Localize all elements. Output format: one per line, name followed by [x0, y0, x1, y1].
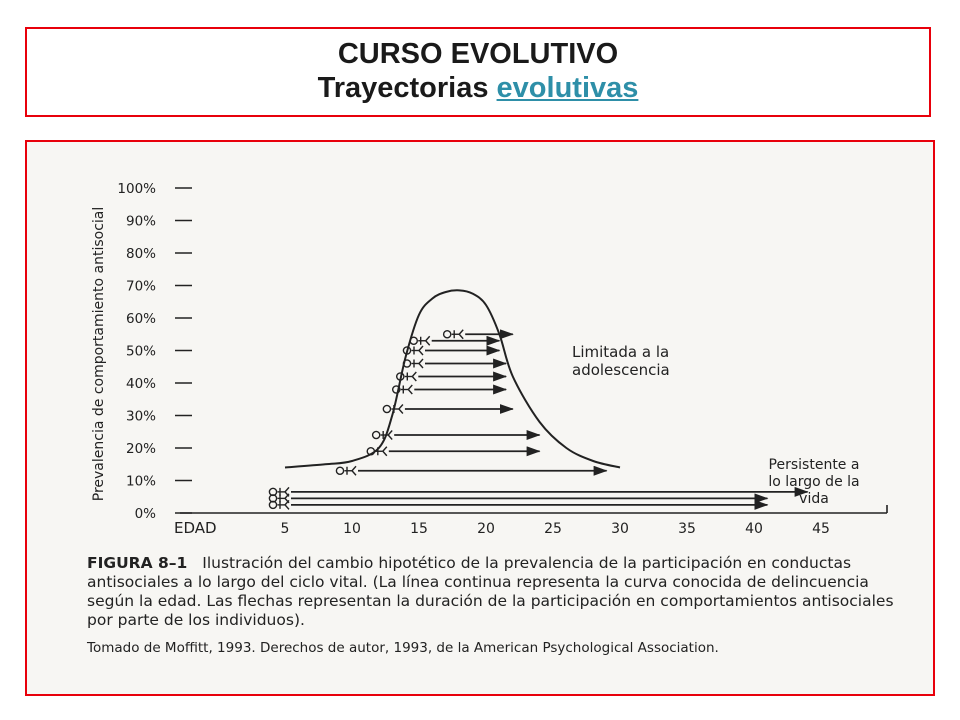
- label-limited-line-2: adolescencia: [572, 361, 670, 379]
- caption-main: [87, 554, 897, 630]
- person-leg: [459, 330, 463, 335]
- person-leg: [352, 466, 356, 471]
- person-head: [383, 405, 390, 412]
- person-leg: [352, 471, 356, 476]
- x-tick-label: 20: [477, 521, 495, 537]
- person-leg: [426, 336, 430, 341]
- age-crime-curve: [285, 290, 620, 467]
- person-icon: [269, 500, 289, 509]
- y-tick-label: 80%: [125, 246, 156, 262]
- figure-caption: [87, 554, 897, 656]
- figure-label: FIGURA 8–1: [87, 554, 188, 572]
- x-tick-label: 15: [410, 521, 428, 537]
- person-head: [336, 467, 343, 474]
- person-leg: [383, 447, 387, 452]
- person-head: [410, 337, 417, 344]
- y-tick-label: 10%: [125, 473, 156, 490]
- caption-text: Ilustración del cambio hipotético de la prevalencia de la participación en conductas antisociales a lo largo del ciclo vital. (La línea continua representa la curva conocida de delincuencia según la edad. Las flechas representan la duración de la participación en comportamientos antisociales por parte de los individuos).: [87, 554, 894, 629]
- person-icon: [397, 372, 417, 381]
- subtitle-link[interactable]: evolutivas: [496, 72, 639, 104]
- x-tick-label: 35: [678, 521, 696, 537]
- slide-subtitle: [27, 71, 929, 105]
- y-tick-label: 100%: [117, 181, 156, 197]
- person-icon: [367, 447, 387, 456]
- x-tick-label: 5: [280, 521, 290, 537]
- y-tick-label: 90%: [125, 213, 156, 230]
- person-leg: [419, 364, 423, 369]
- y-tick-label: 70%: [125, 278, 156, 295]
- y-axis-label: Prevalencia de comportamiento antisocial: [91, 206, 107, 502]
- person-leg: [408, 390, 412, 395]
- figure-panel: [25, 140, 935, 696]
- y-tick-label: 0%: [134, 506, 156, 522]
- person-icon: [336, 466, 356, 475]
- person-leg: [459, 334, 463, 339]
- person-leg: [399, 405, 403, 410]
- person-leg: [412, 377, 416, 382]
- y-tick-label: 60%: [125, 311, 156, 327]
- figure-chart: [27, 142, 933, 552]
- label-persistent-line-2: lo largo de la: [768, 474, 860, 490]
- person-icon: [373, 431, 393, 440]
- label-limited-line-1: Limitada a la: [572, 343, 670, 361]
- person-leg: [419, 351, 423, 356]
- person-icon: [444, 330, 464, 339]
- person-leg: [285, 505, 289, 510]
- x-tick-label: 25: [544, 521, 562, 537]
- label-persistent-line-3: vida: [799, 491, 829, 507]
- x-axis-label: EDAD: [174, 519, 217, 537]
- label-life-persistent: [768, 457, 859, 507]
- person-head: [444, 331, 451, 338]
- x-tick-label: 45: [812, 521, 830, 537]
- x-tick-label: 40: [745, 521, 763, 537]
- person-icon: [393, 385, 413, 394]
- person-leg: [419, 346, 423, 351]
- x-tick-label: 30: [611, 521, 629, 537]
- person-leg: [383, 451, 387, 456]
- person-leg: [426, 341, 430, 346]
- person-leg: [388, 435, 392, 440]
- person-head: [373, 431, 380, 438]
- label-limited-adolescence: [572, 343, 670, 379]
- person-leg: [388, 431, 392, 436]
- label-persistent-line-1: Persistente a: [768, 457, 860, 473]
- x-tick-label: 10: [343, 521, 361, 537]
- y-tick-label: 40%: [125, 376, 156, 392]
- figure-source: Tomado de Moffitt, 1993. Derechos de autor, 1993, de la American Psychological Association.: [87, 640, 719, 656]
- y-tick-label: 50%: [125, 343, 156, 360]
- title-box: [25, 27, 931, 117]
- slide-title: CURSO EVOLUTIVO: [337, 38, 619, 70]
- person-leg: [399, 409, 403, 414]
- person-icon: [410, 336, 430, 345]
- subtitle-prefix: Trayectorias: [317, 72, 489, 104]
- person-leg: [408, 385, 412, 390]
- person-leg: [285, 487, 289, 492]
- person-icon: [403, 359, 423, 368]
- person-leg: [419, 359, 423, 364]
- person-leg: [412, 372, 416, 377]
- y-tick-label: 20%: [125, 441, 156, 457]
- y-tick-label: 30%: [125, 408, 156, 425]
